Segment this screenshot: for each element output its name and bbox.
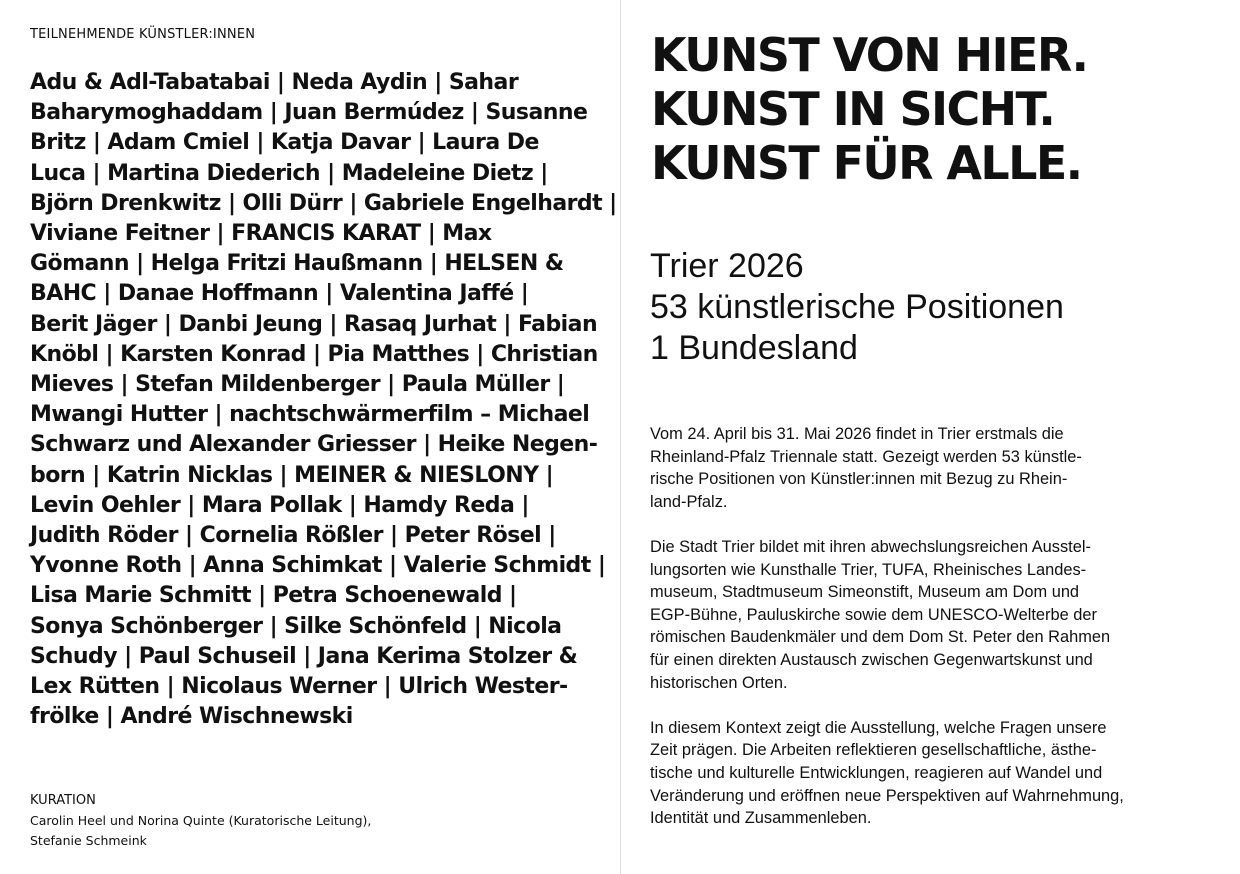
text-line: Veränderung und eröffnen neue Perspektiven auf Wahrnehmung,	[650, 786, 1124, 805]
artist-line: BAHC | Danae Hoffmann | Valentina Jaffé |	[30, 281, 529, 307]
text-line: Vom 24. April bis 31. Mai 2026 findet in Trier erstmals die	[650, 425, 1064, 443]
artist-list	[30, 68, 617, 732]
text-line: land-Pfalz.	[650, 492, 728, 511]
headline-line: KUNST VON HIER.	[651, 28, 1088, 82]
artist-line: Yvonne Roth | Anna Schimkat | Valerie Schmidt |	[30, 553, 606, 579]
headline	[651, 28, 1087, 190]
curation-label: KURATION	[30, 793, 96, 808]
section-label-artists: TEILNEHMENDE KÜNSTLER:INNEN	[30, 27, 256, 42]
paragraph	[650, 717, 1210, 830]
artist-line: Gömann | Helga Fritzi Haußmann | HELSEN &	[30, 251, 564, 277]
artist-line: Sonya Schönberger | Silke Schönfeld | Nicola	[30, 613, 562, 639]
text-line: Zeit prägen. Die Arbeiten reflektieren gesellschaftliche, ästhe-	[650, 741, 1097, 760]
text-line: In diesem Kontext zeigt die Ausstellung, welche Fragen unsere	[650, 718, 1107, 737]
artist-line: Mieves | Stefan Mildenberger | Paula Müller |	[30, 372, 565, 398]
fact-line: 53 künstlerische Positionen	[650, 288, 1064, 326]
artist-line: Britz | Adam Cmiel | Katja Davar | Laura De	[30, 130, 539, 156]
paragraph	[650, 536, 1210, 694]
text-line: Die Stadt Trier bildet mit ihren abwechslungsreichen Ausstel-	[650, 537, 1091, 556]
text-line: tische und kulturelle Entwicklungen, reagieren auf Wandel und	[650, 763, 1103, 782]
text-line: museum, Stadtmuseum Simeonstift, Museum am Dom und	[650, 583, 1080, 602]
artist-line: Judith Röder | Cornelia Rößler | Peter Rösel |	[30, 523, 556, 549]
body-text	[650, 423, 1210, 852]
artist-line: Levin Oehler | Mara Pollak | Hamdy Reda |	[30, 492, 529, 518]
text-line: rische Positionen von Künstler:innen mit Bezug zu Rhein-	[650, 470, 1068, 489]
artist-line: Luca | Martina Diederich | Madeleine Dietz |	[30, 160, 548, 186]
artist-line: Adu & Adl-Tabatabai | Neda Aydin | Sahar	[30, 70, 519, 95]
artist-line: Viviane Feitner | FRANCIS KARAT | Max	[30, 221, 492, 247]
text-line: historischen Orten.	[650, 673, 788, 692]
artist-line: Lex Rütten | Nicolaus Werner | Ulrich Wester-	[30, 674, 568, 700]
key-facts	[650, 246, 1064, 369]
fact-line: 1 Bundesland	[650, 329, 858, 367]
text-line: römischen Baudenkmäler und dem Dom St. Peter den Rahmen	[650, 628, 1111, 647]
artist-line: Knöbl | Karsten Konrad | Pia Matthes | Christian	[30, 341, 598, 367]
right-page	[621, 0, 1240, 874]
fact-line: Trier 2026	[650, 247, 804, 285]
headline-line: KUNST IN SICHT.	[651, 82, 1055, 136]
curation-block	[30, 791, 450, 851]
artist-line: Mwangi Hutter | nachtschwärmerfilm – Michael	[30, 402, 590, 428]
text-line: Identität und Zusammenleben.	[650, 809, 872, 828]
artist-line: Baharymoghaddam | Juan Bermúdez | Susanne	[30, 100, 588, 126]
text-line: Rheinland-Pfalz Triennale statt. Gezeigt werden 53 künstle-	[650, 447, 1082, 466]
curation-line: Stefanie Schmeink	[30, 833, 147, 848]
paragraph	[650, 423, 1210, 513]
headline-line: KUNST FÜR ALLE.	[651, 136, 1082, 190]
text-line: lungsorten wie Kunsthalle Trier, TUFA, Rheinisches Landes-	[650, 560, 1087, 579]
text-line: EGP-Bühne, Pauluskirche sowie dem UNESCO-Welterbe der	[650, 605, 1097, 624]
artist-line: frölke | André Wischnewski	[30, 704, 353, 730]
artist-line: Björn Drenkwitz | Olli Dürr | Gabriele Engelhardt |	[30, 190, 617, 216]
text-line: für einen direkten Austausch zwischen Gegenwartskunst und	[650, 650, 1093, 669]
artist-line: born | Katrin Nicklas | MEINER & NIESLONY |	[30, 462, 554, 488]
artist-line: Schwarz und Alexander Griesser | Heike Negen-	[30, 432, 598, 458]
artist-line: Lisa Marie Schmitt | Petra Schoenewald |	[30, 583, 517, 609]
artist-line: Schudy | Paul Schuseil | Jana Kerima Stolzer &	[30, 643, 578, 669]
curation-line: Carolin Heel und Norina Quinte (Kuratorische Leitung),	[30, 813, 372, 828]
artist-line: Berit Jäger | Danbi Jeung | Rasaq Jurhat | Fabian	[30, 311, 598, 337]
